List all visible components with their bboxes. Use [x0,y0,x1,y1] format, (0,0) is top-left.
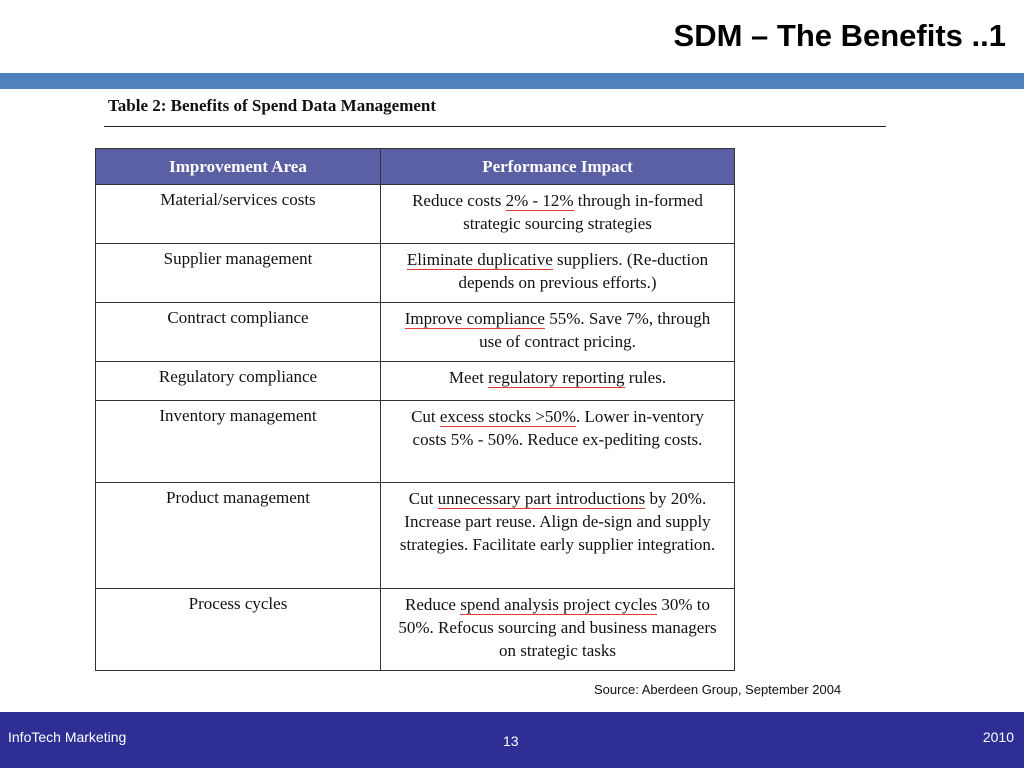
underlined-phrase: regulatory reporting [488,368,625,387]
row-impact [381,362,735,401]
row-area: Contract compliance [96,303,381,362]
impact-text: Cut [411,407,440,426]
title-band [0,73,1024,89]
header-improvement-area: Improvement Area [96,149,381,185]
row-area: Material/services costs [96,185,381,244]
underlined-phrase: excess stocks >50% [439,407,576,426]
table-row [96,401,735,483]
row-impact [381,185,735,244]
caption-divider [104,126,886,127]
impact-text: suppliers. (Re-duction depends on previous efforts.) [458,250,709,292]
footer-bar [0,712,1024,768]
row-area: Product management [96,483,381,589]
impact-text: Reduce [405,595,461,614]
header-performance-impact: Performance Impact [381,149,735,185]
table-header-row [96,149,735,185]
table-caption: Table 2: Benefits of Spend Data Management [108,96,437,115]
impact-text: . Lower in-ventory costs 5% - 50%. Reduce ex-pediting costs. [412,407,704,449]
row-impact [381,244,735,303]
impact-text: Meet [448,368,489,387]
footer-company: InfoTech Marketing [8,729,127,745]
table-row [96,362,735,401]
impact-text: by 20%. Increase part reuse. Align de-sign and supply strategies. Facilitate early supplier integration. [399,489,716,554]
underlined-phrase: unnecessary part introductions [437,489,646,508]
row-impact [381,401,735,483]
row-impact [381,589,735,671]
row-area: Supplier management [96,244,381,303]
page-number: 13 [503,733,519,749]
table-row [96,185,735,244]
row-impact [381,303,735,362]
row-area: Process cycles [96,589,381,671]
source-citation: Source: Aberdeen Group, September 2004 [594,682,842,697]
row-area: Regulatory compliance [96,362,381,401]
underlined-phrase: Eliminate duplicative [406,250,553,269]
table-row [96,303,735,362]
impact-text: rules. [624,368,667,387]
footer-year: 2010 [982,729,1014,745]
impact-text: 55%. Save 7%, through use of contract pricing. [479,309,711,351]
table-row [96,589,735,671]
row-area: Inventory management [96,401,381,483]
impact-text: Reduce costs [412,191,506,210]
underlined-phrase: spend analysis project cycles [460,595,658,614]
underlined-phrase: 2% - 12% [505,191,574,210]
impact-text: through in-formed strategic sourcing strategies [463,191,703,233]
impact-text: Cut [408,489,438,508]
table-row [96,244,735,303]
impact-text: 30% to 50%. Refocus sourcing and business managers on strategic tasks [398,595,717,660]
row-impact [381,483,735,589]
table-row [96,483,735,589]
slide-title: SDM – The Benefits ..1 [673,18,1006,53]
underlined-phrase: Improve compliance [404,309,545,328]
benefits-table [95,148,735,671]
benefits-table-container [95,148,734,671]
